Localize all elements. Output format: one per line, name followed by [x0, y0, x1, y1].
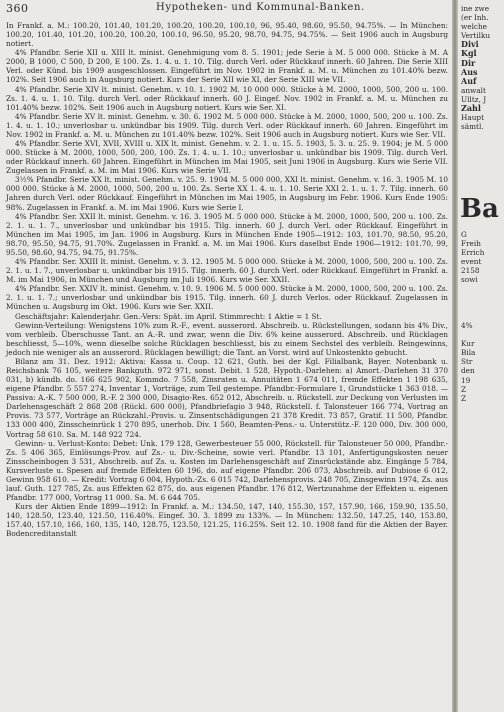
adjacent-line: 19	[461, 375, 471, 385]
adjacent-line: Vertilku	[461, 31, 491, 41]
adjacent-page-top-lines	[461, 4, 504, 131]
paragraph-geschaeftsjahr: Geschäftsjahr: Kalenderjahr. Gen.-Vers: Spät. im April. Stimmrecht: 1 Aktie = 1 St.	[15, 311, 322, 321]
adjacent-page-heading: Ba	[460, 194, 499, 224]
adjacent-line: Str	[461, 357, 473, 367]
adjacent-line: Bila	[461, 348, 476, 358]
paragraph-serie-xv: 4% Pfandbr. Serie XV lt. minist. Genehm. v. 30. 6. 1902 M. 5 000 000. Stücke à M. 2000, 1000, 500, 200 u. 100. Zs. 1. 4. u. 1. 10.; unverlosbar u. unkündbar bis 1909. Tilg. durch Verl. oder Rückkauf innerh. 60 Jahren. Eingeführt im Nov. 1902 in Frankf. a. M. u. München zu 101.40% bezw. 102%. Seit 1906 auch in Augsburg notiert. Kurs wie Ser. VII.	[6, 111, 448, 139]
adjacent-line: 2158	[461, 266, 480, 276]
adjacent-line: Kur	[461, 339, 475, 349]
adjacent-line	[461, 403, 504, 412]
adjacent-line: sowi	[461, 275, 478, 285]
paragraph-gewinn-verlust-konto: Gewinn- u. Verlust-Konto: Debet: Unk. 179 128, Gewerbesteuer 55 000, Rückstell. für Talonsteuer 50 000, Pfandbr.-Zs. 5 406 365, Einlösungs-Prov. auf Zs.- u. Div.-Scheine, sowie verl. Pfandbr. 13 101, Anfertigungskosten neuer Zinsscheinbogen 3 531, Abschreib. auf Zs. u. Kosten im Darlehensgeschäft auf Zinsrückstände abz. Eingänge 5 784, Kursverluste u. Spesen auf fremde Effekten 60 196, do. auf eigene Pfandbr. 206 073, Abschreib. auf Dubiose 6 012, Gewinn 958 610. — Kredit: Vortrag 6 004, Hypoth.-Zs. 6 015 742, Darlehensprovis. 248 705, Zinsgewinn 1974, Zs. aus lauf. Guth. 127 785, Zs. aus Effekten 62 875, do. aus eigenen Pfandbr. 176 812, Wertzunahme der Effekten u. eigenen Pfandbr. 177 000, Vortrag 11 000. Sa. M. 6 644 705.	[6, 438, 448, 503]
adjacent-page-bottom-lines	[461, 230, 504, 412]
paragraph-serie-xvi-xix: 4% Pfandbr. Serie XVI, XVII, XVIII u. XIX lt. minist. Genehm. v. 2. 1. u. 15. 5. 1903, 5. 3. u. 25. 9. 1904; je M. 5 000 000. Stücke à M. 2000, 1000, 500, 200, 100. Zs. 1. 4. u. 1. 10.; unverlosbar u. unkündbar bis 1909. Tilg. durch Verl. oder Rückkauf innerh. 60 Jahren. Eingeführt in München im Mai 1905, seit Juni 1906 in Augsburg. Kurs wie Serie VII. Zugelassen in Frankf. a. M. im Mai 1906. Kurs wie Serie VII.	[6, 139, 448, 176]
adjacent-line: Freih	[461, 239, 481, 249]
adjacent-line	[461, 294, 504, 303]
paragraph-serie-xxii: 4% Pfandbr. Ser. XXII lt. minist. Genehm. v. 16. 3. 1905 M. 5 000 000. Stücke à M. 2000, 1000, 500, 200 u. 100. Zs. 2. 1. u. 1. 7., unverlosbar und unkündbar bis 1915. Tilg. innerh. 60 J. durch Verl. oder Rückkauf. Eingeführt in München im Mai 1905, im Jan. 1906 in Augsburg. Kurs in München Ende 1905—1912: 103, 101.70, 98.50, 95.20, 98.70, 95.50, 94.75, 91.70%. Zugelassen in Frankf. a. M. im Mai 1906. Kurs daselbst Ende 1906—1912: 101.70, 99, 95.50, 98.60, 94.75, 94.75, 91.75%.	[6, 211, 448, 257]
adjacent-line: ine zwe	[461, 4, 490, 13]
adjacent-line: (er Inh.	[461, 13, 489, 23]
page-header	[6, 2, 446, 16]
paragraph-serie-xii-xiii: 4% Pfandbr. Serie XII u. XIII lt. minist. Genehmigung vom 8. 5. 1901; jede Serie à M. 5 000 000. Stücke à M. A 2000, B 1000, C 500, D 200, E 100. Zs. 1. 4. u. 1. 10. Tilg. durch Verl. oder Rückkauf innerh. 60 Jahren. Die Serie XIII Verl. oder Künd. bis 1909 ausgeschlossen. Eingeführt im Nov. 1902 in Frankf. a. M. u. München zu 101.40% bezw. 102%. Seit 1906 auch in Augsburg notiert. Kurs der Serie XII wie XI, der Serie XIII wie VII.	[6, 48, 448, 85]
adjacent-line: Divi	[461, 39, 479, 50]
adjacent-line: den	[461, 366, 475, 376]
adjacent-line: 4%	[461, 320, 473, 330]
paragraph-serie-xxiv: 4% Pfandbr. Ser. XXIV lt. minist. Genehm. v. 10. 9. 1906 M. 5 000 000. Stücke à M. 2000, 1000, 500, 200 u. 100. Zs. 2. 1. u. 1. 7.; unverlosbar und unkündbar bis 1915. Tilg. innerh. 60 J. durch Verlos. oder Rückkauf. Zugelassen in München u. Augsburg im Okt. 1906. Kurs wie Ser. XXII.	[6, 284, 448, 312]
adjacent-line: Z	[461, 384, 467, 394]
adjacent-line	[461, 330, 504, 339]
adjacent-line: Haupt	[461, 113, 485, 123]
adjacent-line: sämtl.	[461, 122, 484, 132]
adjacent-line	[461, 303, 504, 312]
paragraph-serie-xx-xxi: 3½% Pfandbr. Serie XX lt. minist. Genehm. v. 25. 9. 1904 M. 5 000 000, XXI lt. minist. Genehm. v. 16. 3. 1905 M. 10 000 000. Stücke à M. 2000, 1000, 500, 200 u. 100. Zs. Serie XX 1. 4. u. 1. 10. Serie XXI 2. 1. u. 1. 7. Tilg. innerh. 60 Jahren durch Verl. oder Rückkauf. Eingeführt in München im Mai 1905, in Augsburg im Febr. 1906. Kurs Ende 1905: 98%. Zugelassen in Frankf. a. M. im Mai 1906. Kurs wie Serie I.	[6, 175, 448, 212]
adjacent-line: Kgl	[461, 48, 477, 59]
paragraph-kurs-serie-xi: In Frankf. a. M.: 100.20, 101.40, 101.20, 100.20, 100.20, 100.10, 96, 95.40, 98.60, 95.50, 94.75%. — In München: 100.20, 101.40, 101.20, 100.20, 100.20, 100.10, 96.50, 95.20, 98.70, 94.75, 94.75%. — Seit 1906 auch in Augsburg notiert.	[6, 21, 448, 49]
adjacent-line: Aus	[461, 66, 478, 77]
adjacent-line: Zahl	[461, 103, 481, 114]
adjacent-line: G	[461, 230, 467, 239]
adjacent-line: Auf	[461, 75, 477, 86]
running-title: Hypotheken- und Kommunal-Banken.	[156, 2, 365, 13]
paragraph-serie-xiv: 4% Pfandbr. Serie XIV lt. minist. Genehm. v. 10. 1. 1902 M. 10 000 000. Stücke à M. 2000, 1000, 500, 200 u. 100. Zs. 1. 4. u. 1. 10. Tilg. durch Verl. oder Rückkauf innerh. 60 J. Eingef. Nov. 1902 in Frankf. a. M. u. München zu 101.40% bezw. 102%. Seit 1906 auch in Augsburg notiert. Kurs wie Ser. XI.	[6, 84, 448, 112]
adjacent-line: anwalt	[461, 85, 486, 95]
adjacent-line	[461, 312, 504, 321]
adjacent-line: Errich	[461, 248, 485, 258]
body-text	[6, 21, 448, 538]
adjacent-line: welche	[461, 22, 488, 32]
adjacent-line: event	[461, 257, 482, 267]
adjacent-line: Z	[461, 393, 467, 403]
page-number: 360	[6, 2, 29, 15]
adjacent-line	[461, 285, 504, 294]
adjacent-line: Dir	[461, 57, 476, 68]
adjacent-line: Ulltz, J	[461, 94, 487, 104]
paragraph-kurs-der-aktien: Kurs der Aktien Ende 1899—1912: In Frankf. a. M.: 134.50, 147, 140, 155.30, 157, 157.90, 166, 159.90, 135.50, 140, 128.50, 123.40, 121.50, 116.40%. Eingef. 30. 3. 1899 zu 133%. — In München: 132.50, 147.25, 140, 153.80, 157.40, 157.10, 166, 160, 135, 140, 128.75, 123.50, 121.25, 116.25%. Seit 12. 10. 1908 fand für die Aktien der Bayer. Bodencreditanstalt	[6, 502, 448, 539]
paragraph-gewinn-verteilung: Gewinn-Verteilung: Wenigstens 10% zum R.-F., event. ausserord. Abschreib. u. Rückstellungen, sodann bis 4% Div., vom verbleib. Überschusse Tant. an A.-R. und zwar, wenn die Div. 6% keine ausserord. Abschreib. und Rücklagen beschliesst, 5—10%, wenn dieselbe solche Rücklagen beschliesst, bis zu einem Sechstel des verbleib. Reingewinns, jedoch nie weniger als an ausserord. Rücklagen bewilligt; die Tant. an Vorst. wird auf Unkostenkto gebucht.	[6, 320, 448, 357]
paragraph-bilanz: Bilanz am 31. Dez. 1912: Aktiva: Kassa u. Coup. 12 621, Guth. bei der Kgl. Filialbank, Bayer. Notenbank u. Reichsbank 76 105, weitere Bankguth. 972 971, sonst. Debit. 1 528, Hypoth.-Darlehen: a) Amort.-Darlehen 31 370 031, b) kündb. do. 166 625 902, Kommdo. 7 558, Zinsraten u. Annuitäten 1 674 011, fremde Effekten 1 198 635, eigene Pfandbr. 5 557 274, Inventar 1, Vorträge, zum Teil gestempe. Pfandbr.-Formulare 1, Grundstücke 1 363 018. — Passiva: A.-K. 7 500 000, R.-F. 2 300 000, Disagio-Res. 652 012, Abschreib. u. Rückstell. zur Deckung von Verlusten im Darlehensgeschäft 2 868 208 (Rückl. 600 000), Pfandbriefagio 3 948, Rückstell. f. Talonsteuer 166 774, Vortrag an Provis. 73 577, Vorträge an Rückzahl.-Provis. u. Zinsentschädigungen 21 378 Kredit. 73 857, Gratif. 11 500, Pfandbr. 133 000 400, Zinsscheinrück 1 270 895, unerhob. Div. 1 560, Beamten-Pens.- u. Unterstütz.-F. 120 000, Div. 300 000, Vortrag 58 610. Sa. M. 148 922 724.	[6, 356, 448, 439]
adjacent-page	[458, 0, 504, 712]
paragraph-serie-xxiii: 4% Pfandbr. Ser. XXIII lt. minist. Genehm. v. 3. 12. 1905 M. 5 000 000. Stücke à M. 2000, 1000, 500, 200 u. 100. Zs. 2. 1. u. 1. 7., unverlosbar u. unkündbar bis 1915. Tilg. innerh. 60 J. durch Verl. oder Rückkauf. Eingeführt in Frankf. a. M. im Mai 1906, in München und Augsburg im Juli 1906. Kurs wie Ser. XXII.	[6, 257, 448, 285]
